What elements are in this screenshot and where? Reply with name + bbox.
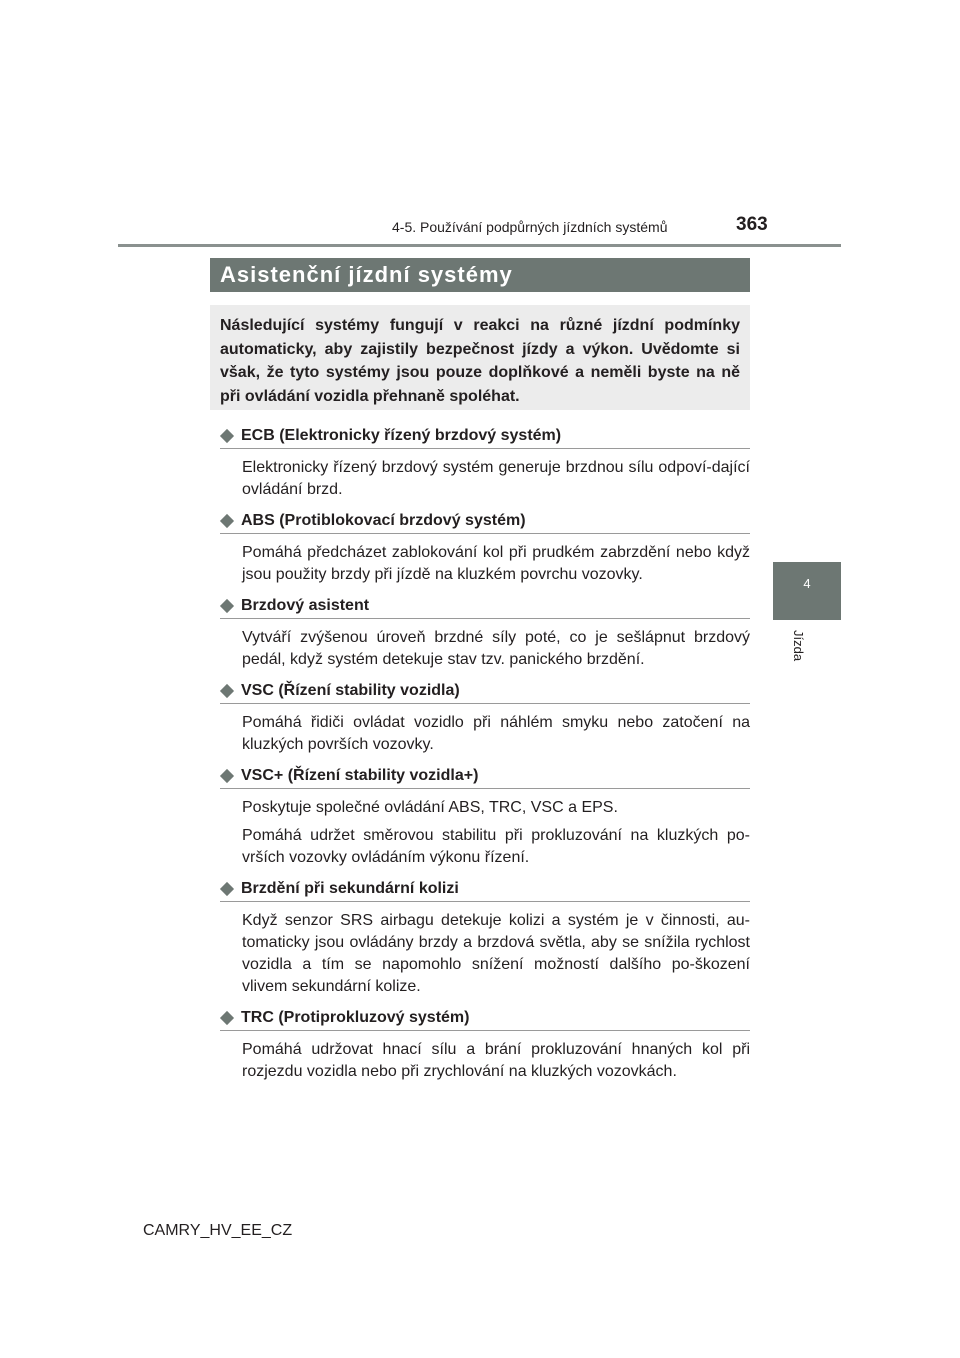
diamond-bullet-icon: [220, 882, 234, 896]
diamond-bullet-icon: [220, 514, 234, 528]
chapter-tab: [773, 562, 841, 620]
section-body: [220, 449, 750, 501]
section-heading-text: TRC (Protiprokluzový systém): [241, 1009, 470, 1026]
section-heading: [220, 424, 750, 449]
section-ecb: [220, 424, 750, 501]
section-heading-text: Brzdový asistent: [241, 597, 370, 614]
section-paragraph: Vytváří zvýšenou úroveň brzdné síly poté, co je sešlápnut brzdový pedál, když systém detekuje stav tzv. panického brzdění.: [242, 629, 750, 668]
section-paragraph: Když senzor SRS airbagu detekuje kolizi a systém je v činnosti, au-tomaticky jsou ovládány brzdy a brzdová světla, aby se snížila rychlost vozidla a tím se napomohlo snížení možností dalšího po-škození vlivem sekundární kolize.: [242, 912, 750, 995]
section-brake-assist: [220, 594, 750, 671]
sections-list: [220, 424, 750, 1091]
diamond-bullet-icon: [220, 684, 234, 698]
section-paragraph: Pomáhá udržet směrovou stabilitu při prokluzování na kluzkých po-vrších vozovky ovládáním výkonu řízení.: [242, 827, 750, 866]
section-vsc: [220, 679, 750, 756]
section-vsc-plus: [220, 764, 750, 869]
chapter-label: Jízda: [791, 630, 806, 662]
diamond-bullet-icon: [220, 429, 234, 443]
section-paragraph: Pomáhá předcházet zablokování kol při prudkém zabrzdění nebo když jsou použity brzdy při jízdě na kluzkém povrchu vozovky.: [242, 544, 750, 583]
section-heading-text: ABS (Protiblokovací brzdový systém): [241, 512, 526, 529]
section-heading: [220, 509, 750, 534]
section-body: [220, 902, 750, 998]
header-section-title: 4-5. Používání podpůrných jízdních systémů: [392, 219, 668, 235]
chapter-number: 4: [803, 576, 811, 591]
section-heading-text: VSC (Řízení stability vozidla): [241, 682, 460, 699]
section-body: [220, 1031, 750, 1083]
section-heading-text: Brzdění při sekundární kolizi: [241, 880, 459, 897]
section-heading: [220, 877, 750, 902]
section-paragraph: Poskytuje společné ovládání ABS, TRC, VSC a EPS.: [242, 799, 618, 816]
section-paragraph: Pomáhá udržovat hnací sílu a brání prokluzování hnaných kol při rozjezdu vozidla nebo při zrychlování na kluzkých vozovkách.: [242, 1041, 750, 1080]
diamond-bullet-icon: [220, 599, 234, 613]
section-paragraph: Pomáhá řidiči ovládat vozidlo při náhlém smyku nebo zatočení na kluzkých površích vozovky.: [242, 714, 750, 753]
page-title: Asistenční jízdní systémy: [210, 258, 750, 292]
section-heading: [220, 594, 750, 619]
section-heading-text: ECB (Elektronicky řízený brzdový systém): [241, 427, 562, 444]
section-secondary-collision-brake: [220, 877, 750, 998]
header-divider: [118, 244, 841, 247]
section-abs: [220, 509, 750, 586]
intro-text: Následující systémy fungují v reakci na různé jízdní podmínky automaticky, aby zajistily bezpečnost jízdy a výkon. Uvědomte si však, že tyto systémy jsou pouze doplňkové a neměli byste na ně při ovládání vozidla přehnaně spoléhat.: [220, 317, 740, 405]
intro-box: [210, 305, 750, 410]
section-heading: [220, 1006, 750, 1031]
diamond-bullet-icon: [220, 769, 234, 783]
section-body: [220, 789, 750, 869]
page-number: 363: [736, 214, 768, 235]
section-heading: [220, 679, 750, 704]
diamond-bullet-icon: [220, 1011, 234, 1025]
footer-document-code: CAMRY_HV_EE_CZ: [143, 1222, 293, 1239]
section-trc: [220, 1006, 750, 1083]
section-body: [220, 704, 750, 756]
section-body: [220, 534, 750, 586]
section-heading-text: VSC+ (Řízení stability vozidla+): [241, 767, 479, 784]
section-heading: [220, 764, 750, 789]
section-paragraph: Elektronicky řízený brzdový systém generuje brzdnou sílu odpoví-dající ovládání brzd.: [242, 459, 750, 498]
section-body: [220, 619, 750, 671]
